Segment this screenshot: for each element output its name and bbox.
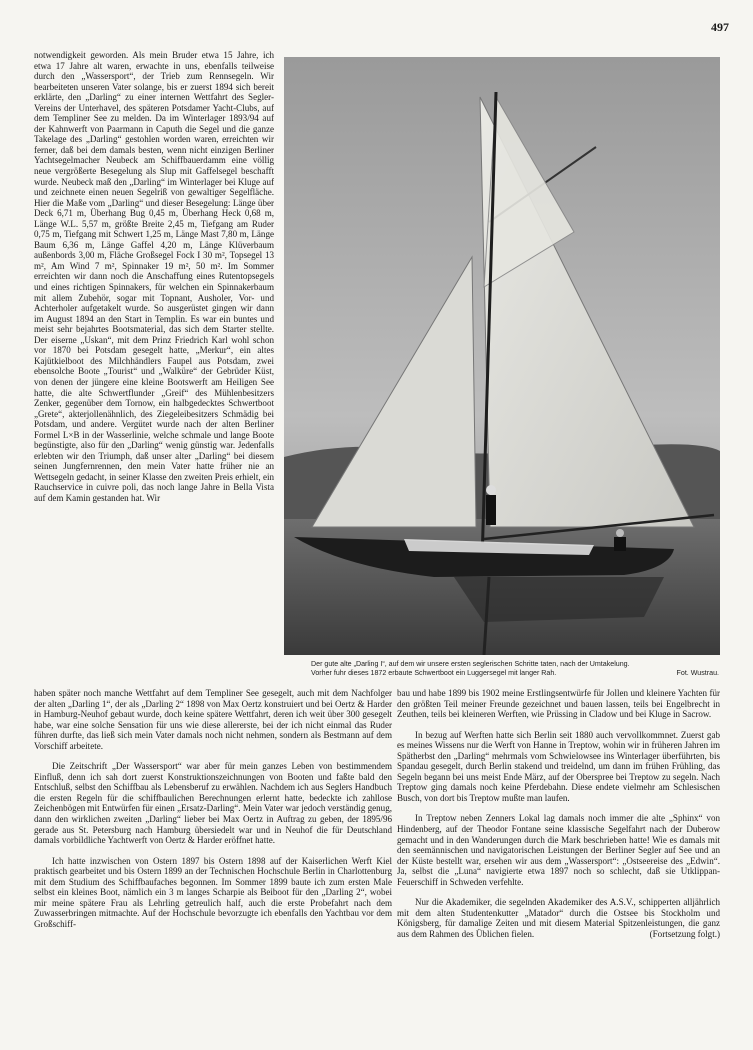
caption-line-2-wrapper [311,669,719,678]
right-column [397,688,720,939]
right-column-paragraph-3: In Treptow neben Zenners Lokal lag damals noch immer die alte „Sphinx“ von Hindenberg, auf der Theodor Fontane seine klassische Segelfahrt nach der Duberow gemacht und in den Wanderungen durch die Mark beschrieben hatte! Wie es damals mit den seemännischen und navigatorischen Leistungen der Berliner Segler auf See und an der Küste bestellt war, ersehen wir aus dem „Wassersport“: „Ostseereise des „Edwin“. Ja, selbst die „Luna“ navigierte etwa 1897 noch so schlecht, daß sie Utklippan-Feuerschiff in Schweden verfehlte. [397,813,720,887]
right-column-paragraph-1: bau und habe 1899 bis 1902 meine Erstlingsentwürfe für Jollen und kleinere Yachten für den größten Teil meiner Freunde gezeichnet und bauen lassen, teils bei Engelbrecht in Zeuthen, teils bei kleineren Werften, wie Prüssing in Cladow und bei Kluge in Sacrow. [397,688,720,720]
caption-line-2: Vorher fuhr dieses 1872 erbaute Schwertboot ein Luggersegel mit langer Rah. [311,669,557,678]
bottom-left-paragraph-3: Ich hatte inzwischen von Ostern 1897 bis Ostern 1898 auf der Kaiserlichen Werft Kiel praktisch gearbeitet und bis Ostern 1899 an der Technischen Hochschule Berlin in Charlottenburg mit dem Studium des Schiffbaufaches begonnen. Im Sommer 1899 baute ich zum ersten Male selbst ein kleines Boot, nämlich ein 3 m langes Scharpie als Beiboot für den „Darling 2“, wobei mir meine spätere Frau als Lehrling getreulich half, auch die erste Probefahrt nach dem Zuwasserbringen mitmachte. Auf der Hochschule bevorzugte ich ebenfalls den Yachtbau vor dem Großschiff- [34,855,392,929]
caption-line-1: Der gute alte „Darling I“, auf dem wir unsere ersten seglerischen Schritte taten, nach der Umtakelung. [311,660,630,668]
right-column-paragraph-2: In bezug auf Werften hatte sich Berlin seit 1880 auch vervollkommnet. Zuerst gab es meines Wissens nur die Werft von Hanne in Treptow, wohin wir in früheren Jahren im Spätherbst den „Darling“ mehrmals vom Schwielowsee ins Winterlager überführten, bis Spandau gesegelt, durch Berlin stakend und treidelnd, um dann im frühen Frühling, das Segeln begann bei uns meist Ende März, auf der Oberspree bei Treptow zu segeln. Nach Treptow ging damals noch keine Pferdebahn. Diese endete vielmehr am Schlesischen Busch, von dort bis Treptow mußte man laufen. [397,729,720,803]
right-column-paragraph-4 [397,897,720,939]
left-column [34,50,274,504]
bottom-left-paragraph-2: Die Zeitschrift „Der Wassersport“ war aber für mein ganzes Leben von bestimmendem Einfluß, denn ich sah dort zuerst Konstruktionszeichnungen von Booten und faßte bald den Entschluß, selbst den Schiffbau als Lebensberuf zu erwählen. Nachdem ich aus Seglers Handbuch die ersten Regeln für die schiffbaulichen Berechnungen erlernt hatte, bedeckte ich zahllose Zeichenbögen mit Entwürfen für einen „Ersatz-Darling“. Mein Vater war jedoch verständig genug, dann den wirklichen zweiten „Darling“ lieber bei Max Oertz in Auftrag zu geben, der 1895/96 gerade aus St. Petersburg nach Hamburg übersiedelt war und in Neuhof die für Deutschland damals vorbildliche Yachtwerft von Oertz & Harder eröffnet hatte. [34,761,392,846]
bottom-left-paragraph-1: haben später noch manche Wettfahrt auf dem Templiner See gesegelt, auch mit dem Nachfolger der alten „Darling 1“, der als „Darling 2“ 1898 von Max Oertz konstruiert und bei Oertz & Harder in Hamburg-Neuhof gebaut wurde, doch keine spätere Wettfahrt, deren ich weit über 300 gesegelt habe, war eine solche Sensation für uns wie diese allererste, bei der ich nicht einmal das Ruder führen durfte, das ließ sich mein Vater damals noch nicht nehmen, sondern als Bestmann auf dem Vorschiff arbeitete. [34,688,392,751]
continued-note: (Fortsetzung folgt.) [649,928,720,939]
page-number: 497 [711,20,729,34]
photo-credit: Fot. Wustrau. [676,669,719,678]
photo-caption [311,660,719,678]
left-column-text: notwendigkeit geworden. Als mein Bruder etwa 15 Jahre, ich etwa 17 Jahre alt waren, erwachte in uns, ebenfalls teilweise durch den „Wassersport“, der Trieb zum Rennsegeln. Wir bearbeiteten unseren Vater solange, bis er zuerst 1894 sich bereit erklärte, den „Darling“ zu einer internen Wettfahrt des Segler-Vereins der Unterhavel, des späteren Potsdamer Yacht-Clubs, auf dem Templiner See zu melden. Da im Winterlager 1893/94 auf der Kahnwerft von Paarmann in Caputh die Segel und die ganze Takelage des „Darling“ gestohlen worden waren, erreichten wir ferner, daß bei dem damals besten, wenn nicht einzigen Berliner Yachtsegelmacher Neubeck am Schiffbauerdamm eine völlig neue vergrößerte Besegelung als Slup mit Gaffelsegel beschafft wurde. Neubeck maß den „Darling“ im Winterlager bei Kluge auf und zeichnete einen neuen Segelriß von gewaltiger Segelfläche. Hier die Maße vom „Darling“ und dieser Besegelung: Länge über Deck 6,71 m, Überhang Bug 0,45 m, Überhang Heck 0,68 m, Länge W.L. 5,57 m, größte Breite 2,45 m, Tiefgang am Ruder 0,75 m, Tiefgang mit Schwert 1,25 m, Länge Mast 7,80 m, Länge Baum 6,36 m, Länge Gaffel 4,20 m, Länge Klüverbaum außenbords 3,00 m, Fläche Großsegel Fock I 30 m², Topsegel 13 m², Am Wind 7 m², Spinnaker 19 m², 50 m². Im Sommer erreichten wir dann noch die Anschaffung eines Rutentopsegels und eines richtigen Spinnakers, für welchen ein Spinnakerbaum mit allem Zubehör, sogar mit Topnant, Ausholer, Vor- und Achterholer aufgetakelt wurde. So ausgerüstet gingen wir dann im August 1894 an den Start in Templin. Es war ein buntes und meist sehr bejahrtes Bootsmaterial, das sich dem Starter stellte. Der eiserne „Uskan“, mit dem Prinz Friedrich Karl wohl schon vor 1870 bei Potsdam gesegelt hatte, „Merkur“, ein altes Kajütkielboot des Milchhändlers Faupel aus Potsdam, zwei ebensolche Boote „Tourist“ und „Walküre“ der Gebrüder Küst, von denen der jüngere eine kleine Bootswerft am Heiligen See hatte, die alte Schwertflunder „Greif“ des Mühlenbesitzers Zenker, gegenüber dem Tornow, ein halbgedecktes Schwertboot „Grete“, akterjollenähnlich, des Ziegeleibesitzers Schmädig bei Potsdam, und andere. Vergütet wurde nach der alten Berliner Formel L×B in der Wasserlinie, welche schmale und lange Boote begünstigte, also für den „Darling“ wenig günstig war. Jedenfalls erlebten wir den Triumph, daß unser alter „Darling“ bei diesem seinen Jungfernrennen, den mein Vater hatte früher nie an Wettsegeln gedacht, in seiner Klasse den zweiten Preis erhielt, ein Rauchservice in cuivre poli, das noch lange Jahre in Bella Vista auf dem Kamin gestanden hat. Wir [34,50,274,503]
right-column-paragraph-4-text: Nur die Akademiker, die segelnden Akademiker des A.S.V., schipperten alljährlich mit dem alten Studentenkutter „Matador“ durch die Ostsee bis Stockholm und Königsberg, für damalige Zeiten und mit diesem Material Spitzenleistungen, die ganz aus dem Rahmen des Üblichen fielen. [397,897,720,939]
sailboat-photo [284,57,720,655]
bottom-left-column [34,688,392,929]
